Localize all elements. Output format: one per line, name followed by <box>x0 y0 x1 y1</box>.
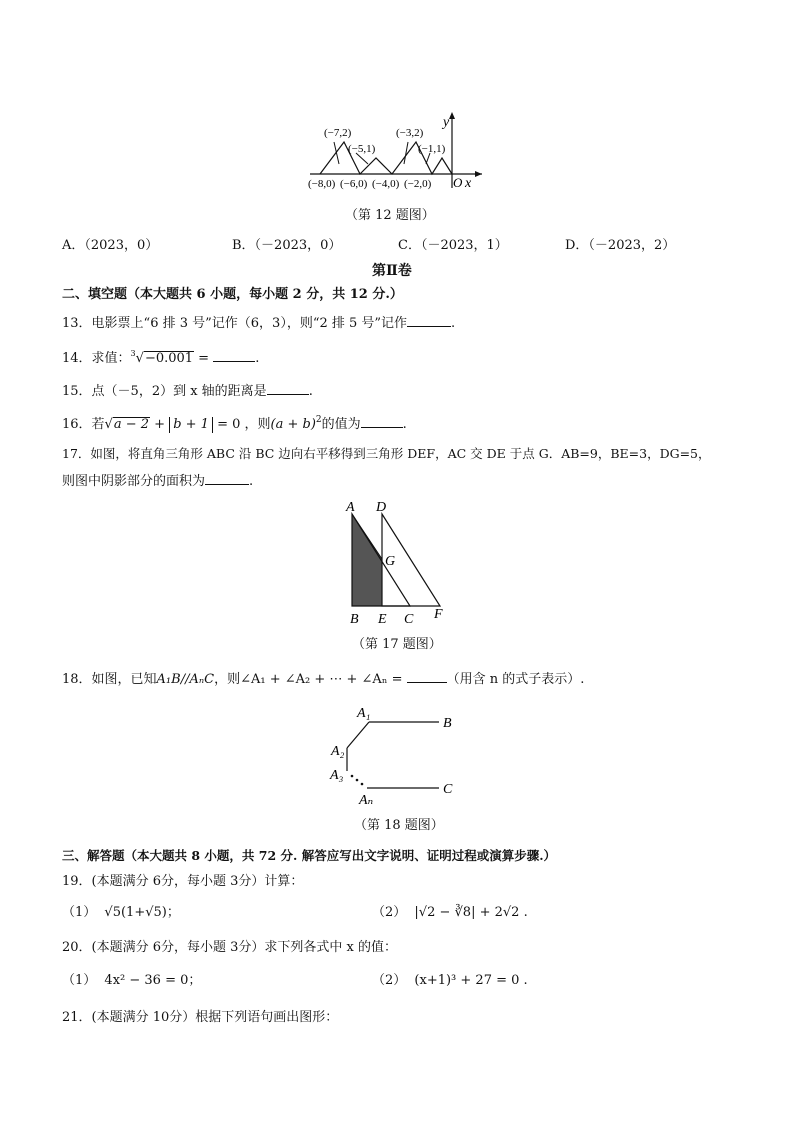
q12-option-c: C．（－2023，1） <box>398 238 508 253</box>
figure-12-svg <box>300 108 490 192</box>
answer-blank-18 <box>407 669 447 683</box>
peak-label: (−1,1) <box>418 143 446 155</box>
question-16: 16．若√a − 2 + b + 1 = 0 ，则$(a + b)^2$的值为 . <box>62 415 407 432</box>
figure-17-caption: （第 17 题图） <box>352 637 442 652</box>
figure-12 <box>300 108 490 192</box>
answer-blank-16 <box>361 414 403 428</box>
question-19-part-2 <box>372 905 528 921</box>
figure-17 <box>340 498 460 628</box>
point-a1-label: A₁ <box>357 706 371 721</box>
figure-18 <box>325 703 475 811</box>
question-21-stem: 21．(本题满分 10分）根据下列语句画出图形： <box>62 1010 339 1025</box>
part-label: （1） <box>62 905 97 920</box>
base-label: (−6,0) <box>340 178 368 190</box>
point-f-label: F <box>434 607 443 622</box>
segment-a1-a2 <box>347 722 369 748</box>
x-axis-label: x <box>465 176 472 191</box>
point-e-label: E <box>378 612 387 627</box>
y-axis-arrow <box>449 112 455 119</box>
peak-label: (−7,2) <box>324 127 352 139</box>
figure-18-svg <box>325 703 475 811</box>
question-20-part-1 <box>62 973 201 989</box>
part-2-title: 第Ⅱ卷 <box>372 263 412 279</box>
radical-sign: √ <box>104 417 113 432</box>
point-b-label: B <box>350 612 359 627</box>
figure-17-svg <box>340 498 460 628</box>
leader-1 <box>334 142 339 164</box>
base-label: (−4,0) <box>372 178 400 190</box>
part-expression: √5(1+√5)； <box>104 905 180 920</box>
ellipsis-dot <box>361 783 364 786</box>
base-label: (−8,0) <box>308 178 336 190</box>
section-3-heading: 三、解答题（本大题共 8 小题，共 72 分. 解答应写出文字说明、证明过程或演算步骤.） <box>62 848 557 863</box>
peak-label: (−5,1) <box>348 143 376 155</box>
point-c-label: C <box>443 782 453 797</box>
question-16-prefix: 16．若 <box>62 417 105 432</box>
point-a-label: A <box>346 500 355 515</box>
answer-blank-17 <box>205 471 249 485</box>
radicand-a: a − 2 <box>113 417 150 432</box>
power-exponent: 2 <box>315 415 322 425</box>
y-axis-label: y <box>443 115 450 130</box>
question-17-line-2: 则图中阴影部分的面积为 . <box>62 471 253 490</box>
point-a2-label: A₂ <box>331 744 345 759</box>
q12-option-a: A．（2023，0） <box>62 238 159 253</box>
angle-sum-expression: ，则∠A₁ + ∠A₂ + ⋯ + ∠Aₙ = <box>214 672 407 687</box>
question-13: 13．电影票上“6 排 3 号”记作（6，3），则“2 排 5 号”记作 . <box>62 313 455 332</box>
question-18 <box>62 669 584 688</box>
ellipsis-dot <box>351 775 354 778</box>
q12-option-d: D．（－2023，2） <box>565 238 676 253</box>
ellipsis-dot <box>356 779 359 782</box>
question-16-suffix: 的值为 <box>321 417 361 432</box>
origin-label: O <box>453 175 463 190</box>
part-label: （1） <box>62 973 97 988</box>
question-13-text: 13．电影票上“6 排 3 号”记作（6，3），则“2 排 5 号”记作 <box>62 316 408 331</box>
part-expression: |√2 − ∛8| + 2√2 . <box>414 905 528 920</box>
question-18-prefix: 18．如图，已知 <box>62 672 157 687</box>
radicand: −0.001 <box>144 351 194 366</box>
part-expression: 4x² − 36 = 0； <box>104 973 202 988</box>
base-label: (−2,0) <box>404 178 432 190</box>
point-an-label: Aₙ <box>359 793 374 808</box>
power-base: (a + b) <box>270 417 316 432</box>
equation-rest: = 0 ，则 <box>212 417 271 432</box>
point-a3-label: A₃ <box>330 768 344 783</box>
point-g-label: G <box>385 554 396 569</box>
figure-18-caption: （第 18 题图） <box>354 818 444 833</box>
question-17-line-2-text: 则图中阴影部分的面积为 <box>62 474 206 489</box>
part-label: （2） <box>372 905 407 920</box>
peak-label: (−3,2) <box>396 127 424 139</box>
abs-value-b: b + 1 <box>169 417 213 433</box>
answer-blank-13 <box>407 313 451 327</box>
part-expression: (x+1)³ + 27 = 0 . <box>414 973 528 988</box>
question-15-text: 15．点（－5，2）到 x 轴的距离是 <box>62 384 267 399</box>
figure-12-caption: （第 12 题图） <box>345 208 435 223</box>
question-19-part-1 <box>62 905 180 921</box>
parallel-statement: A₁B//AₙC <box>156 672 215 687</box>
x-axis-arrow <box>475 171 482 177</box>
point-b-label: B <box>443 716 452 731</box>
question-14-prefix: 14．求值： <box>62 351 131 366</box>
shaded-region <box>352 514 382 606</box>
radical-sign: √ <box>135 351 144 366</box>
answer-blank-14 <box>213 348 255 362</box>
question-17-line-1: 17．如图，将直角三角形 ABC 沿 BC 边向右平移得到三角形 DEF，AC 交 DE 于点 G．AB=9，BE=3，DG=5， <box>62 446 711 461</box>
question-14: 14．求值：$^3$√−0.001 = . <box>62 349 260 366</box>
question-20-stem: 20．(本题满分 6分，每小题 3分）求下列各式中 x 的值： <box>62 940 398 955</box>
point-d-label: D <box>376 500 387 515</box>
part-label: （2） <box>372 973 407 988</box>
question-18-suffix: （用含 n 的式子表示）. <box>446 672 585 687</box>
question-20-part-2 <box>372 973 528 989</box>
q12-option-b: B．（－2023，0） <box>232 238 342 253</box>
radical-index: 3 <box>130 349 136 358</box>
section-2-heading: 二、填空题（本大题共 6 小题，每小题 2 分，共 12 分.） <box>62 287 403 302</box>
equals-sign: = <box>194 351 214 366</box>
answer-blank-15 <box>267 381 309 395</box>
question-15: 15．点（－5，2）到 x 轴的距离是 . <box>62 381 313 400</box>
question-19-stem: 19．(本题满分 6分，每小题 3分）计算： <box>62 874 304 889</box>
plus-sign: + <box>150 417 170 432</box>
point-c-label: C <box>404 612 414 627</box>
